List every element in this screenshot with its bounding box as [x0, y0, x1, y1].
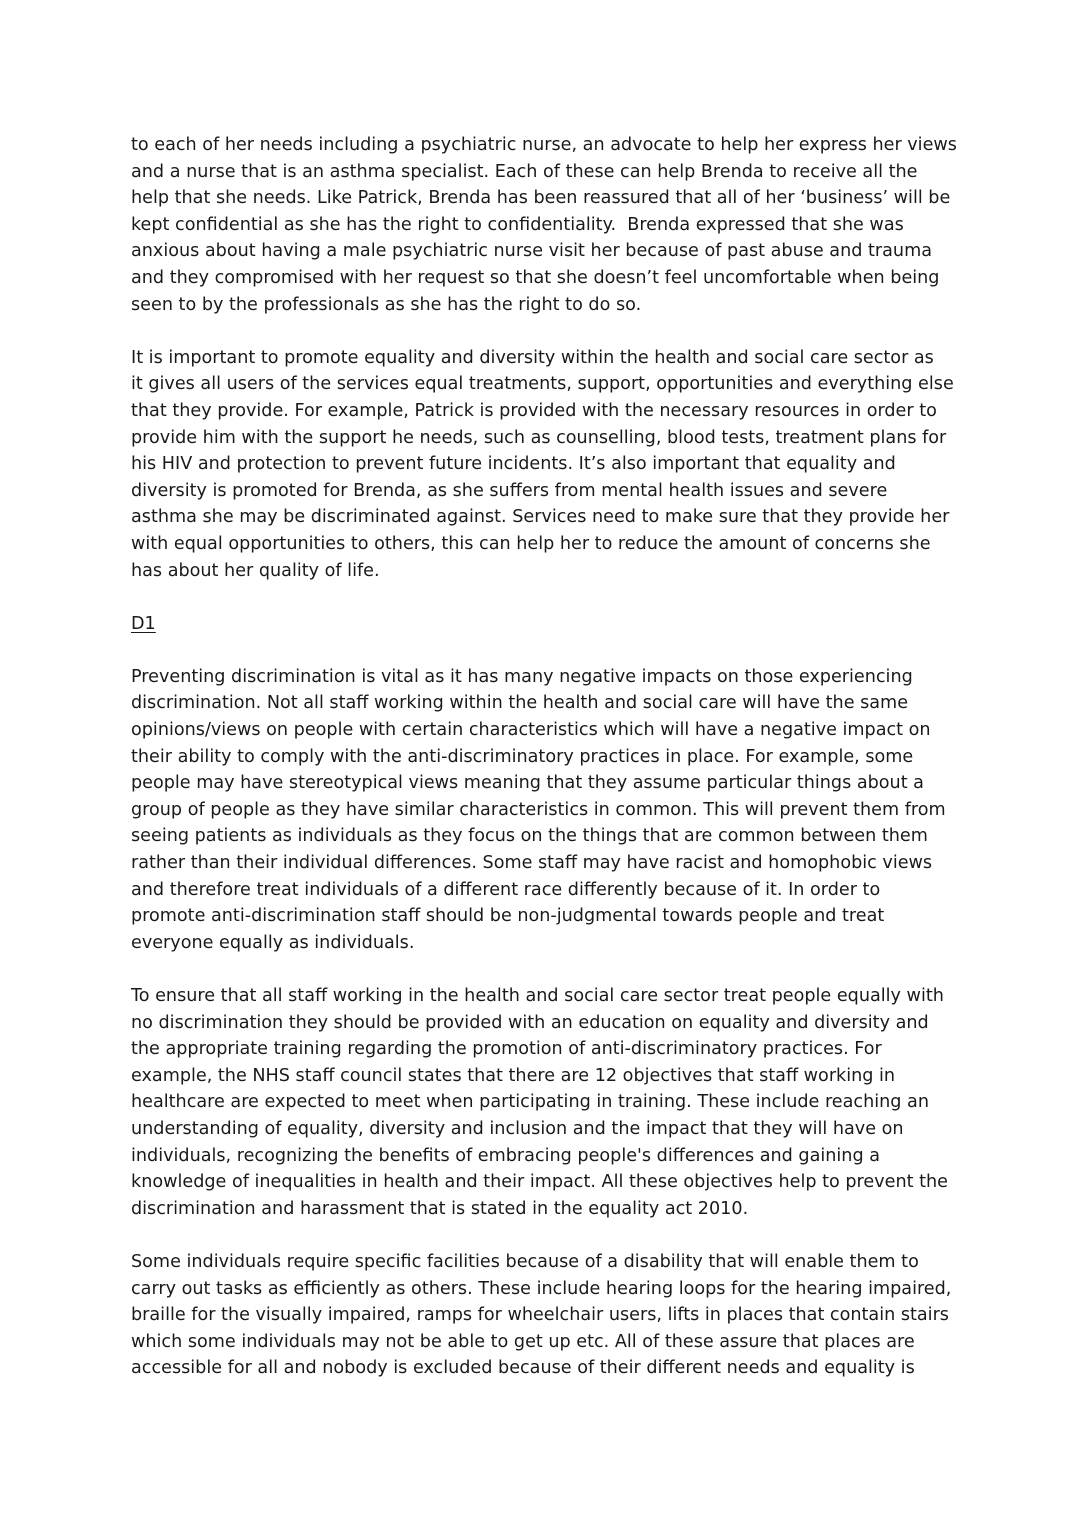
paragraph-preventing-discrimination: Preventing discrimination is vital as it has many negative impacts on those experiencing discrimination. Not all staff working within the health and social care will have the same opinions/views on people with certain characteristics which will have a negative impact on their ability to comply with the anti-discriminatory practices in place. For example, some people may have stereotypical views meaning that they assume particular things about a group of people as they have similar characteristics in common. This will prevent them from seeing patients as individuals as they focus on the things that are common between them rather than their individual differences. Some staff may have racist and homophobic views and therefore treat individuals of a different race differently because of it. In order to promote anti-discrimination staff should be non-judgmental towards people and treat everyone equally as individuals.: [131, 666, 946, 953]
paragraph-facilities: Some individuals require specific facilities because of a disability that will enable them to carry out tasks as efficiently as others. These include hearing loops for the hearing impaired, braille for the visually impaired, ramps for wheelchair users, lifts in places that contain stairs which some individuals may not be able to get up etc. All of these assure that places are accessible for all and nobody is excluded because of their different needs and equality is: [131, 1251, 952, 1379]
document-body: [131, 132, 961, 1382]
paragraph-staff-training: To ensure that all staff working in the health and social care sector treat people equally with no discrimination they should be provided with an education on equality and diversity and the appropriate training regarding the promotion of anti-discriminatory practices. For example, the NHS staff council states that there are 12 objectives that staff working in healthcare are expected to meet when participating in training. These include reaching an understanding of equality, diversity and inclusion and the impact that they will have on individuals, recognizing the benefits of embracing people's differences and gaining a knowledge of inequalities in health and their impact. All these objectives help to prevent the discrimination and harassment that is stated in the equality act 2010.: [131, 986, 948, 1219]
section-heading-d1: D1: [131, 613, 156, 634]
paragraph-equality-diversity: It is important to promote equality and diversity within the health and social care sector as it gives all users of the services equal treatments, support, opportunities and everything else that they provide. For example, Patrick is provided with the necessary resources in order to provide him with the support he needs, such as counselling, blood tests, treatment plans for his HIV and protection to prevent future incidents. It’s also important that equality and diversity is promoted for Brenda, as she suffers from mental health issues and severe asthma she may be discriminated against. Services need to make sure that they provide her with equal opportunities to others, this can help her to reduce the amount of concerns she has about her quality of life.: [131, 347, 954, 581]
paragraph-brenda-needs: to each of her needs including a psychiatric nurse, an advocate to help her express her views and a nurse that is an asthma specialist. Each of these can help Brenda to receive all the help that she needs. Like Patrick, Brenda has been reassured that all of her ‘business’ will be kept confidential as she has the right to confidentiality. Brenda expressed that she was anxious about having a male psychiatric nurse visit her because of past abuse and trauma and they compromised with her request so that she doesn’t feel uncomfortable when being seen to by the professionals as she has the right to do so.: [131, 135, 957, 315]
